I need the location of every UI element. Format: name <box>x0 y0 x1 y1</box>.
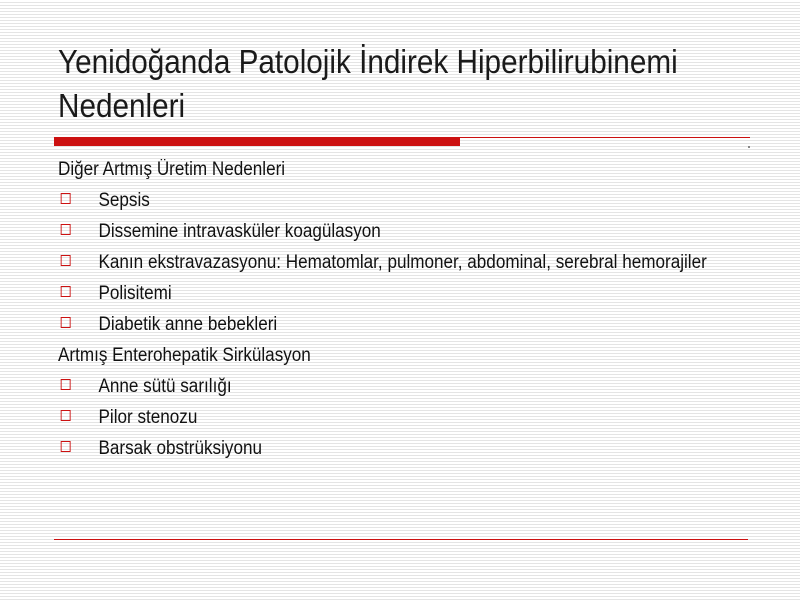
list-item-text: Anne sütü sarılığı <box>98 376 232 397</box>
list-item <box>58 189 688 213</box>
list-item <box>58 251 707 275</box>
list-item <box>58 220 688 244</box>
hollow-square-icon <box>61 379 71 390</box>
list-item-text: Pilor stenozu <box>98 407 198 428</box>
title-divider-bar <box>54 137 460 146</box>
list-item <box>58 282 688 306</box>
hollow-square-icon <box>61 410 71 421</box>
list-item-text: Barsak obstrüksiyonu <box>98 438 262 459</box>
hollow-square-icon <box>61 224 71 235</box>
hollow-square-icon <box>61 286 71 297</box>
divider-end-mark <box>748 146 750 148</box>
hollow-square-icon <box>61 255 71 266</box>
list-item-text: Polisitemi <box>98 283 172 304</box>
list-item-text: Sepsis <box>98 190 150 211</box>
title-line-2: Nedenleri <box>58 87 186 124</box>
hollow-square-icon <box>61 193 71 204</box>
list-item <box>58 406 688 430</box>
section-heading-production: Diğer Artmış Üretim Nedenleri <box>58 159 286 180</box>
list-item <box>58 437 688 461</box>
hollow-square-icon <box>61 441 71 452</box>
hollow-square-icon <box>61 317 71 328</box>
slide-content <box>58 158 707 468</box>
list-item <box>58 375 688 399</box>
list-item-text: Diabetik anne bebekleri <box>98 314 278 335</box>
slide-title <box>58 40 688 128</box>
section-heading-enterohepatic: Artmış Enterohepatik Sirkülasyon <box>58 345 311 366</box>
list-item-text: Dissemine intravasküler koagülasyon <box>98 221 381 242</box>
list-item <box>58 313 688 337</box>
title-line-1: Yenidoğanda Patolojik İndirek Hiperbilirubinemi <box>58 43 678 80</box>
list-item-text: Kanın ekstravazasyonu: Hematomlar, pulmoner, abdominal, serebral hemorajiler <box>98 252 707 273</box>
footer-divider <box>54 539 748 540</box>
